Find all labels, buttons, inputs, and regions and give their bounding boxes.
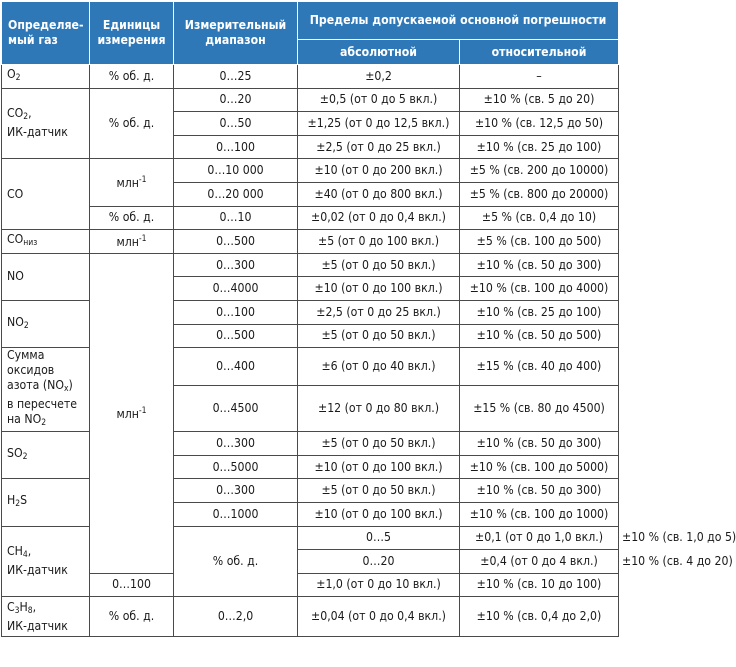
range-cell: 0…300 <box>174 479 298 503</box>
abs-error-cell: ±5 (от 0 до 50 вкл.) <box>298 432 460 456</box>
abs-error-cell: ±6 (от 0 до 40 вкл.) <box>298 348 460 386</box>
rel-error-cell: ±10 % (св. 100 до 4000) <box>460 277 619 301</box>
range-cell: 0…2,0 <box>174 597 298 637</box>
range-cell: 0…5 <box>298 526 460 550</box>
table-row <box>2 65 619 89</box>
range-cell: 0…20 <box>298 550 460 574</box>
range-cell: 0…1000 <box>174 502 298 526</box>
table-row <box>2 253 619 277</box>
unit-cell: % об. д. <box>174 526 298 597</box>
range-cell: 0…4500 <box>174 386 298 432</box>
header-range: Измерительный диапазон <box>174 2 298 65</box>
abs-error-cell: ±10 (от 0 до 100 вкл.) <box>298 455 460 479</box>
rel-error-cell: ±15 % (св. 40 до 400) <box>460 348 619 386</box>
abs-error-cell: ±5 (от 0 до 100 вкл.) <box>298 230 460 254</box>
range-cell: 0…20 000 <box>174 182 298 206</box>
gas-co: CO <box>2 159 90 230</box>
rel-error-cell: ±10 % (св. 50 до 300) <box>460 479 619 503</box>
rel-error-cell: ±10 % (св. 5 до 20) <box>460 88 619 112</box>
gas-no2: $NO_2$ <box>2 300 90 347</box>
gas-ch4: $CH_4$, ИК-датчик <box>2 526 90 597</box>
rel-error-cell: ±10 % (св. 50 до 500) <box>460 324 619 348</box>
gas-c3h8: $C_3H_8$, ИК-датчик <box>2 597 90 637</box>
rel-error-cell: ±10 % (св. 50 до 300) <box>460 253 619 277</box>
abs-error-cell: ±0,5 (от 0 до 5 вкл.) <box>298 88 460 112</box>
table-row: 0…20 ±0,4 (от 0 до 4 вкл.) ±10 % (св. 4 до 20) <box>2 550 619 574</box>
unit-cell: % об. д. <box>90 206 174 230</box>
table-row <box>2 206 619 230</box>
abs-error-cell: ±0,4 (от 0 до 4 вкл.) <box>460 550 619 574</box>
range-cell: 0…300 <box>174 432 298 456</box>
unit-cell: % об. д. <box>90 597 174 637</box>
abs-error-cell: ±0,1 (от 0 до 1,0 вкл.) <box>460 526 619 550</box>
abs-error-cell: ±12 (от 0 до 80 вкл.) <box>298 386 460 432</box>
range-cell: 0…50 <box>174 112 298 136</box>
gas-so2: $SO_2$ <box>2 432 90 479</box>
abs-error-cell: ±5 (от 0 до 50 вкл.) <box>298 479 460 503</box>
rel-error-cell: ±10 % (св. 10 до 100) <box>460 573 619 597</box>
range-cell: 0…500 <box>174 230 298 254</box>
range-cell: 0…25 <box>174 65 298 89</box>
abs-error-cell: ±2,5 (от 0 до 25 вкл.) <box>298 300 460 324</box>
rel-error-cell: ±10 % (св. 100 до 5000) <box>460 455 619 479</box>
abs-error-cell: ±10 (от 0 до 100 вкл.) <box>298 502 460 526</box>
table-row <box>2 88 619 112</box>
gas-no: NO <box>2 253 90 300</box>
table-row <box>2 573 619 597</box>
range-cell: 0…10 000 <box>174 159 298 183</box>
rel-error-cell: ±10 % (св. 50 до 300) <box>460 432 619 456</box>
header-error-limits: Пределы допускаемой основной погрешности <box>298 2 619 40</box>
table-row: $CH_4$, ИК-датчик % об. д. 0…5 ±0,1 (от 0 до 1,0 вкл.) ±10 % (св. 1,0 до 5) <box>2 526 619 550</box>
abs-error-cell: ±0,2 <box>298 65 460 89</box>
abs-error-cell: ±0,04 (от 0 до 0,4 вкл.) <box>298 597 460 637</box>
rel-error-cell: ±5 % (св. 800 до 20000) <box>460 182 619 206</box>
range-cell: 0…500 <box>174 324 298 348</box>
range-cell: 0…100 <box>174 300 298 324</box>
abs-error-cell: ±0,02 (от 0 до 0,4 вкл.) <box>298 206 460 230</box>
unit-cell: % об. д. <box>90 65 174 89</box>
rel-error-cell: ±5 % (св. 200 до 10000) <box>460 159 619 183</box>
rel-error-cell: ±5 % (св. 0,4 до 10) <box>460 206 619 230</box>
rel-error-cell: ±5 % (св. 100 до 500) <box>460 230 619 254</box>
range-cell: 0…100 <box>90 573 174 597</box>
rel-error-cell: ±10 % (св. 25 до 100) <box>460 300 619 324</box>
abs-error-cell: ±1,0 (от 0 до 10 вкл.) <box>298 573 460 597</box>
gas-co-low: $CO_{низ}$ <box>2 230 90 254</box>
gas-nox: Сумма оксидов азота $(NO_x)$ в пересчете на $NO_2$ <box>2 348 90 432</box>
table-row <box>2 159 619 183</box>
table-row <box>2 597 619 637</box>
header-gas: Определяе-мый газ <box>2 2 90 65</box>
range-cell: 0…4000 <box>174 277 298 301</box>
gas-error-table <box>1 1 736 637</box>
unit-cell: % об. д. <box>90 88 174 159</box>
abs-error-cell: ±10 (от 0 до 200 вкл.) <box>298 159 460 183</box>
range-cell: 0…5000 <box>174 455 298 479</box>
header-absolute: абсолютной <box>298 40 460 65</box>
rel-error-cell: ±10 % (св. 25 до 100) <box>460 135 619 159</box>
unit-cell: млн$^{-1}$ <box>90 230 174 254</box>
gas-co2: $CO_2$, ИК-датчик <box>2 88 90 159</box>
abs-error-cell: ±1,25 (от 0 до 12,5 вкл.) <box>298 112 460 136</box>
range-cell: 0…300 <box>174 253 298 277</box>
range-cell: 0…10 <box>174 206 298 230</box>
rel-error-cell: ±10 % (св. 0,4 до 2,0) <box>460 597 619 637</box>
abs-error-cell: ±2,5 (от 0 до 25 вкл.) <box>298 135 460 159</box>
rel-error-cell: ±10 % (св. 100 до 1000) <box>460 502 619 526</box>
header-units: Единицы измерения <box>90 2 174 65</box>
table-row <box>2 230 619 254</box>
header-relative: относительной <box>460 40 619 65</box>
gas-h2s: $H_2S$ <box>2 479 90 526</box>
abs-error-cell: ±10 (от 0 до 100 вкл.) <box>298 277 460 301</box>
gas-o2: $O_2$ <box>2 65 90 89</box>
range-cell: 0…20 <box>174 88 298 112</box>
unit-cell: млн$^{-1}$ <box>90 159 174 206</box>
rel-error-cell: ±10 % (св. 12,5 до 50) <box>460 112 619 136</box>
abs-error-cell: ±40 (от 0 до 800 вкл.) <box>298 182 460 206</box>
range-cell: 0…100 <box>174 135 298 159</box>
rel-error-cell: – <box>460 65 619 89</box>
range-cell: 0…400 <box>174 348 298 386</box>
rel-error-cell: ±15 % (св. 80 до 4500) <box>460 386 619 432</box>
unit-cell: млн$^{-1}$ <box>90 253 174 573</box>
abs-error-cell: ±5 (от 0 до 50 вкл.) <box>298 253 460 277</box>
abs-error-cell: ±5 (от 0 до 50 вкл.) <box>298 324 460 348</box>
